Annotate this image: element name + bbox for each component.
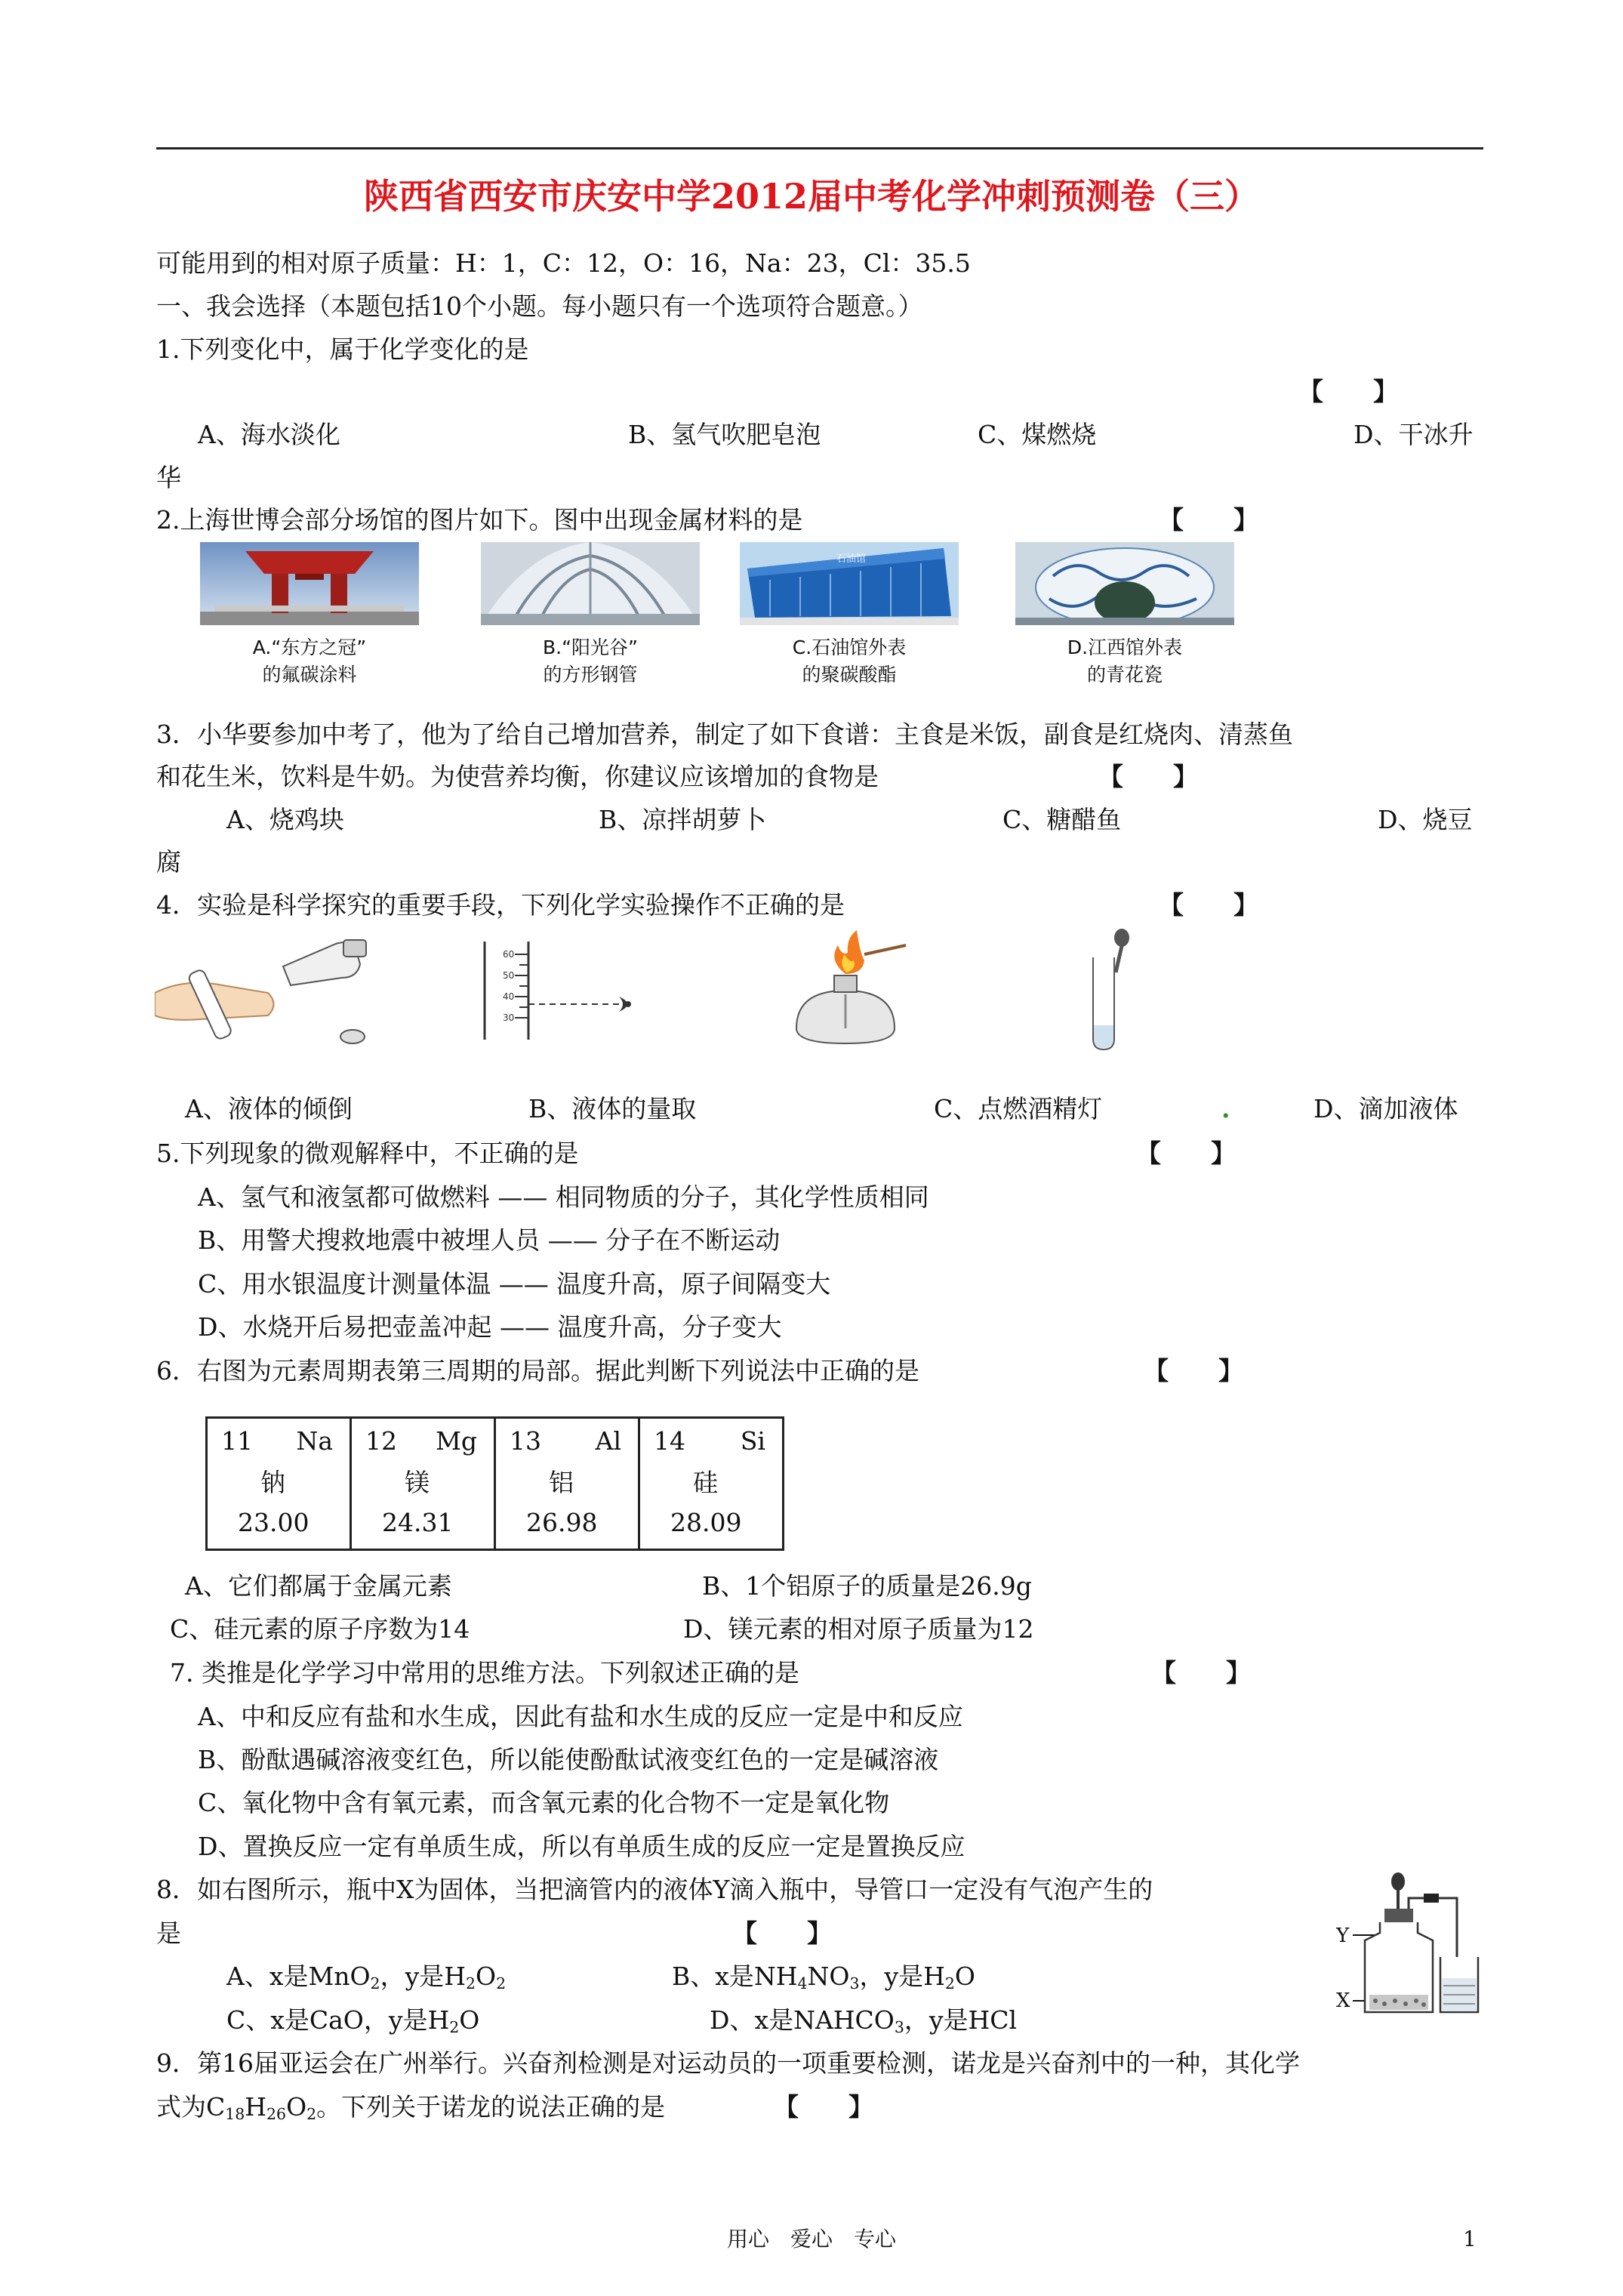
option-a: A、烧鸡块 (226, 805, 344, 834)
option-b: B、液体的量取 (528, 1094, 697, 1123)
element-cell-al: 13 Al 铝 26.98 (495, 1418, 639, 1550)
question-5-stem: 5.下列现象的微观解释中，不正确的是 (156, 1139, 579, 1168)
page-footer: 用心 爱心 专心 (726, 2227, 896, 2251)
question-2-stem: 2.上海世博会部分场馆的图片如下。图中出现金属材料的是 (156, 505, 803, 535)
photo-caption-c: C.石油馆外表 的聚碳酸酯 (792, 636, 907, 686)
answer-bracket: 【 】 (732, 1918, 832, 1948)
question-1-stem: 1.下列变化中，属于化学变化的是 (156, 334, 529, 364)
option-c: C、点燃酒精灯 (934, 1094, 1103, 1123)
option-d-wrap: 腐 (156, 847, 181, 877)
question-9-stem-line2: 式为$C_{18}H_{26}O_2$。下列关于诺龙的说法正确的是 (156, 2092, 666, 2124)
cylinder-tick-50: 50 (503, 970, 515, 981)
page-number: 1 (1463, 2227, 1477, 2251)
measuring-cylinder-diagram (468, 938, 649, 1043)
option-a: A、液体的倾倒 (185, 1094, 353, 1123)
pouring-liquid-diagram (155, 932, 381, 1053)
alcohol-lamp-diagram (781, 930, 910, 1051)
option-d: D、水烧开后易把壶盖冲起 —— 温度升高，分子变大 (198, 1312, 782, 1342)
photo-caption-a: A.“东方之冠” 的氟碳涂料 (252, 636, 367, 686)
option-d: D、烧豆 (1378, 805, 1473, 834)
dropper-test-tube-diagram (1070, 927, 1161, 1056)
stray-dot: . (1221, 1094, 1230, 1123)
answer-bracket: 【 】 (1136, 1139, 1236, 1168)
element-cell-na: 11 Na 钠 23.00 (207, 1418, 351, 1550)
option-d: D、置换反应一定有单质生成，所以有单质生成的反应一定是置换反应 (198, 1832, 965, 1861)
atomic-masses-note: 可能用到的相对原子质量：H：1，C：12，O：16，Na：23，Cl：35.5 (156, 248, 971, 278)
answer-bracket: 【 】 (1144, 1356, 1243, 1385)
option-b: B、酚酞遇碱溶液变红色，所以能使酚酞试液变红色的一定是碱溶液 (198, 1745, 939, 1774)
option-b: B、氢气吹肥皂泡 (628, 420, 821, 449)
sunny-valley-photo (481, 542, 700, 625)
china-pavilion-photo (200, 542, 419, 625)
cylinder-tick-30: 30 (503, 1012, 515, 1023)
answer-bracket: 【 】 (1159, 890, 1258, 920)
option-a: A、x是MnO$_2$，y是$H_2O_2$ (226, 1962, 507, 1993)
option-b: B、x是$NH_4NO_3$，y是$H_2O$ (672, 1962, 975, 1993)
option-d: D、镁元素的相对原子质量为12 (683, 1614, 1034, 1644)
periodic-table-excerpt (205, 1416, 784, 1551)
header-rule (156, 147, 1483, 149)
option-d: D、滴加液体 (1313, 1094, 1458, 1123)
element-cell-mg: 12 Mg 镁 24.31 (351, 1418, 495, 1550)
option-c: C、氧化物中含有氧元素，而含氧元素的化合物不一定是氧化物 (198, 1788, 890, 1817)
cylinder-tick-40: 40 (503, 991, 515, 1002)
option-b: B、用警犬搜救地震中被埋人员 —— 分子在不断运动 (198, 1225, 781, 1255)
page-title: 陕西省西安市庆安中学2012届中考化学冲刺预测卷（三） (363, 176, 1260, 217)
gas-bottle-apparatus-diagram (1336, 1865, 1487, 2023)
answer-bracket: 【 】 (1298, 377, 1398, 406)
label-y: Y (1336, 1925, 1350, 1947)
question-9-stem-line1: 9．第16届亚运会在广州举行。兴奋剂检测是对运动员的一项重要检测，诺龙是兴奋剂中的一种，其化学 (156, 2048, 1300, 2078)
option-a: A、中和反应有盐和水生成，因此有盐和水生成的反应一定是中和反应 (198, 1702, 963, 1731)
question-8-stem-line2: 是 (156, 1918, 181, 1948)
option-c: C、硅元素的原子序数为14 (170, 1614, 470, 1644)
cylinder-tick-60: 60 (503, 949, 515, 960)
option-c: C、用水银温度计测量体温 —— 温度升高，原子间隔变大 (198, 1269, 831, 1299)
oil-pavilion-sign: 石油馆 (836, 553, 867, 565)
photo-caption-b: B.“阳光谷” 的方形钢管 (542, 636, 638, 686)
jiangxi-pavilion-photo (1015, 542, 1234, 625)
question-6-stem: 6．右图为元素周期表第三周期的局部。据此判断下列说法中正确的是 (156, 1356, 919, 1385)
option-a: A、氢气和液氢都可做燃料 —— 相同物质的分子，其化学性质相同 (198, 1182, 929, 1212)
option-b: B、1个铝原子的质量是26.9g (702, 1571, 1032, 1601)
option-c: C、x是CaO，y是$H_2O$ (226, 2005, 480, 2037)
question-3-stem-line2: 和花生米，饮料是牛奶。为使营养均衡，你建议应该增加的食物是 (156, 762, 879, 791)
photo-caption-d: D.江西馆外表 的青花瓷 (1067, 636, 1183, 686)
question-8-stem-line1: 8．如右图所示，瓶中X为固体，当把滴管内的液体Y滴入瓶中，导管口一定没有气泡产生的 (156, 1875, 1153, 1904)
section-heading: 一、我会选择（本题包括10个小题。每小题只有一个选项符合题意。） (156, 291, 923, 321)
question-4-stem: 4．实验是科学探究的重要手段，下列化学实验操作不正确的是 (156, 890, 845, 920)
option-d: D、干冰升 (1354, 420, 1474, 449)
option-b: B、凉拌胡萝卜 (599, 805, 767, 834)
label-x: X (1336, 1989, 1350, 2012)
option-d: D、x是$NAHCO_3$，y是HCl (710, 2005, 1018, 2037)
element-cell-si: 14 Si 硅 28.09 (639, 1418, 784, 1550)
answer-bracket: 【 】 (1151, 1658, 1251, 1687)
answer-bracket: 【 】 (774, 2092, 873, 2122)
option-d-wrap: 华 (156, 463, 181, 492)
question-7-stem: 7. 类推是化学学习中常用的思维方法。下列叙述正确的是 (170, 1658, 799, 1687)
oil-pavilion-photo (740, 542, 959, 625)
question-3-stem-line1: 3．小华要参加中考了，他为了给自己增加营养，制定了如下食谱：主食是米饭，副食是红烧肉、清蒸鱼 (156, 720, 1293, 749)
answer-bracket: 【 】 (1098, 762, 1198, 791)
option-c: C、糖醋鱼 (1002, 805, 1122, 834)
option-c: C、煤燃烧 (978, 420, 1097, 449)
option-a: A、它们都属于金属元素 (185, 1571, 452, 1601)
option-a: A、海水淡化 (198, 420, 340, 449)
answer-bracket: 【 】 (1159, 505, 1258, 535)
